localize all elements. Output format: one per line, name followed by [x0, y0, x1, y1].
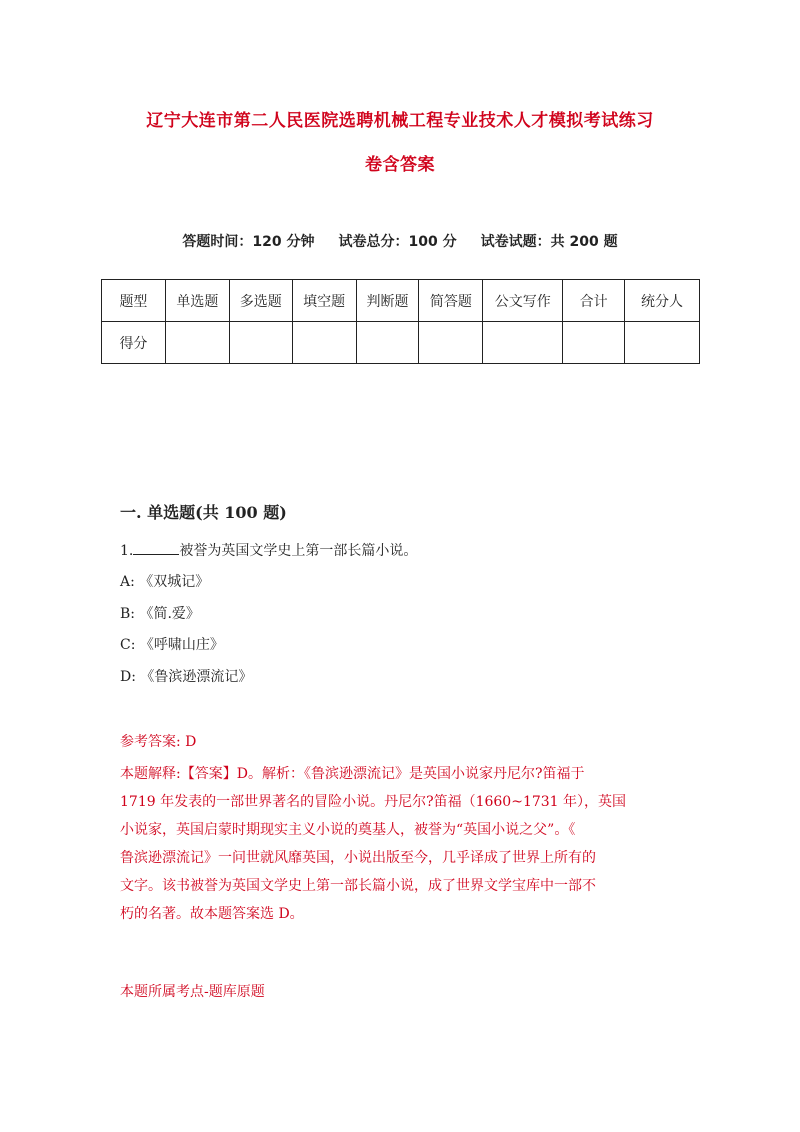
score-table-score-row — [102, 322, 700, 364]
header-cell: 多选题 — [229, 280, 292, 322]
explanation-line: 文字。该书被誉为英国文学史上第一部长篇小说，成了世界文学宝库中一部不 — [120, 878, 596, 894]
score-cell — [356, 322, 419, 364]
section-heading: 一. 单选题(共 100 题) — [120, 503, 287, 522]
explanation-line: 本题解释:【答案】D。解析：《鲁滨逊漂流记》是英国小说家丹尼尔?笛福于 — [120, 766, 585, 782]
score-cell — [165, 322, 229, 364]
exam-total-score: 试卷总分：100 分 — [338, 234, 457, 250]
score-cell — [229, 322, 292, 364]
score-cell — [483, 322, 563, 364]
header-cell: 简答题 — [419, 280, 483, 322]
document-title-line-2: 卷含答案 — [365, 155, 435, 175]
explanation — [120, 760, 680, 928]
explanation-line: 1719 年发表的一部世界著名的冒险小说。丹尼尔?笛福（1660~1731 年），英国 — [120, 794, 627, 810]
answer-blank — [133, 542, 179, 555]
score-table-header-row — [102, 280, 700, 322]
score-cell — [419, 322, 483, 364]
option-d: D: 《鲁滨逊漂流记》 — [120, 669, 253, 685]
header-cell: 题型 — [102, 280, 166, 322]
reference-answer: 参考答案: D — [120, 734, 197, 750]
explanation-line: 鲁滨逊漂流记》一问世就风靡英国，小说出版至今，几乎译成了世界上所有的 — [120, 850, 596, 866]
score-cell — [563, 322, 625, 364]
exam-meta — [0, 231, 800, 251]
option-c: C: 《呼啸山庄》 — [120, 637, 224, 653]
header-cell: 填空题 — [292, 280, 356, 322]
score-table — [101, 279, 700, 364]
question-source: 本题所属考点-题库原题 — [120, 984, 265, 1000]
question-stem — [120, 540, 417, 560]
row-label-cell: 得分 — [102, 322, 166, 364]
explanation-line: 小说家，英国启蒙时期现实主义小说的奠基人，被誉为“英国小说之父”。《 — [120, 822, 576, 838]
exam-question-count: 试卷试题：共 200 题 — [480, 234, 618, 250]
exam-time: 答题时间：120 分钟 — [182, 234, 315, 250]
question-text: 被誉为英国文学史上第一部长篇小说。 — [179, 543, 418, 559]
score-cell — [625, 322, 700, 364]
header-cell: 单选题 — [165, 280, 229, 322]
question-number: 1. — [120, 543, 134, 559]
header-cell: 判断题 — [356, 280, 419, 322]
option-a: A: 《双城记》 — [120, 574, 210, 590]
option-b: B: 《简.爱》 — [120, 606, 200, 622]
document-title-line-1: 辽宁大连市第二人民医院选聘机械工程专业技术人才模拟考试练习 — [146, 111, 654, 131]
header-cell: 统分人 — [625, 280, 700, 322]
header-cell: 公文写作 — [483, 280, 563, 322]
header-cell: 合计 — [563, 280, 625, 322]
score-cell — [292, 322, 356, 364]
explanation-line: 朽的名著。故本题答案选 D。 — [120, 906, 304, 922]
